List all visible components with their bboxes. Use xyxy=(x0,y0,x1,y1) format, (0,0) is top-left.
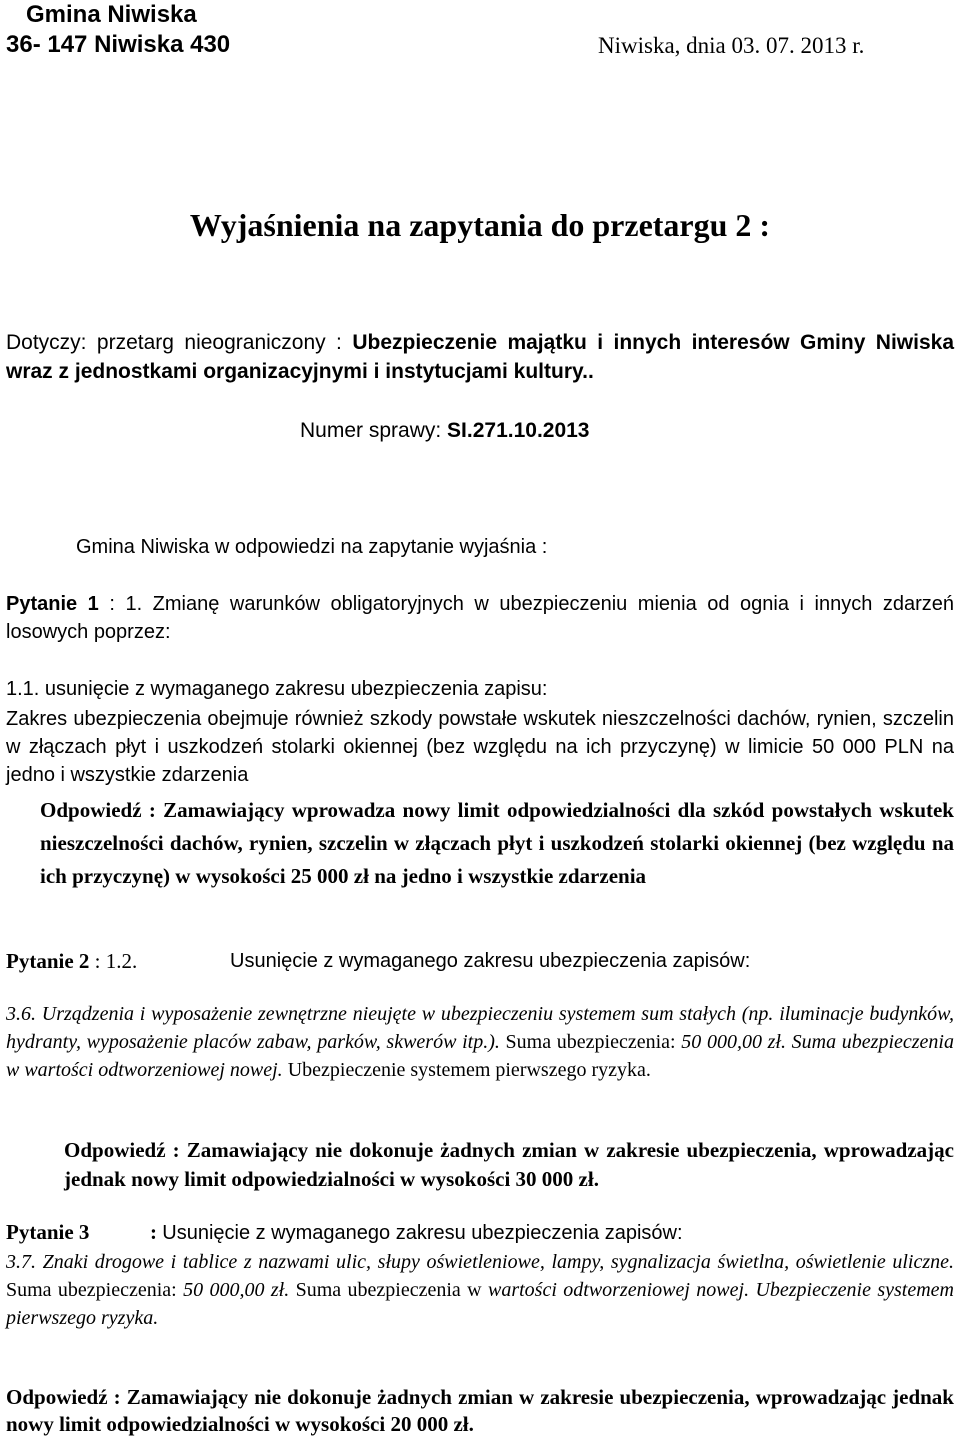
question-2-clause-end: Ubezpieczenie systemem pierwszego ryzyka. xyxy=(282,1059,651,1081)
subject-prefix: Dotyczy: przetarg nieograniczony : xyxy=(6,331,353,354)
answer-1-text: : Zamawiający wprowadza nowy limit odpowiedzialności dla szkód powstałych wskutek nieszczelności dachów, rynien, szczelin w złączach płyt i uszkodzeń stolarki okiennej (bez względu na ich przyczynę) w wysokości 25 000 zł na jedno i wszystkie zdarzenia xyxy=(40,798,954,888)
question-2-heading xyxy=(6,946,137,976)
case-number-label: Numer sprawy: xyxy=(300,419,448,442)
question-3-clause-end: wartości odtworzeniowej nowej. Ubezpieczenie systemem pierwszego ryzyka. xyxy=(6,1279,954,1329)
question-2-sep: : xyxy=(89,949,106,973)
question-2-sum-label: Suma ubezpieczenia: xyxy=(499,1031,682,1053)
question-2-label: Pytanie 2 xyxy=(6,949,90,973)
question-2-clause-text: Urządzenia i wyposażenie zewnętrzne nieujęte w ubezpieczeniu systemem sum stałych (np. iluminacje budynków, hydranty, wyposażenie placów zabaw, parków, skwerów itp.). xyxy=(6,1003,955,1053)
question-2-sum-value: 50 000,00 zł. xyxy=(681,1031,786,1053)
intro-text: Gmina Niwiska w odpowiedzi na zapytanie wyjaśnia : xyxy=(76,536,548,558)
subject-title: Ubezpieczenie majątku i innych interesów Gminy Niwiska wraz z jednostkami organizacyjnymi i instytucjami kultury.. xyxy=(6,331,955,383)
question-3-label: Pytanie 3 xyxy=(6,1220,90,1244)
question-2-number: 1.2. xyxy=(105,949,138,973)
question-3-sum-value: 50 000,00 zł. xyxy=(183,1279,290,1301)
question-3-sep: : xyxy=(150,1220,163,1244)
question-3-heading xyxy=(150,1218,683,1247)
case-number: SI.271.10.2013 xyxy=(447,419,590,442)
document-title: Wyjaśnienia na zapytania do przetargu 2 : xyxy=(189,207,771,243)
question-2-clause-number: 3.6. xyxy=(6,1003,42,1025)
sender-name: Gmina Niwiska xyxy=(26,1,197,28)
question-1-text: 1. Zmianę warunków obligatoryjnych w ubezpieczeniu mienia od ognia i innych zdarzeń losowych poprzez: xyxy=(6,593,955,643)
document-date: Niwiska, dnia 03. 07. 2013 r. xyxy=(598,33,865,58)
question-3-text: Usunięcie z wymaganego zakresu ubezpieczenia zapisów: xyxy=(162,1222,683,1244)
question-1-item-text: usunięcie z wymaganego zakresu ubezpieczenia zapisu: xyxy=(44,678,548,700)
question-1-sep: : xyxy=(98,593,126,615)
answer-1 xyxy=(40,794,954,893)
question-2-sum-rest: Suma ubezpieczenia w wartości odtworzeniowej nowej. xyxy=(6,1031,954,1081)
answer-3: Odpowiedź : Zamawiający nie dokonuje żadnych zmian w zakresie ubezpieczenia, wprowadzając jednak nowy limit odpowiedzialności w wysokości 20 000 zł. xyxy=(6,1385,954,1436)
question-3-sum-label: Suma ubezpieczenia: xyxy=(6,1279,184,1301)
question-3-clause xyxy=(6,1248,954,1332)
case-number-line xyxy=(300,416,590,445)
answer-2: Odpowiedź : Zamawiający nie dokonuje żadnych zmian w zakresie ubezpieczenia, wprowadzając jednak nowy limit odpowiedzialności w wysokości 30 000 zł. xyxy=(64,1138,954,1191)
sender-address: 36- 147 Niwiska 430 xyxy=(6,31,231,58)
question-3-sum-rest: Suma ubezpieczenia w xyxy=(289,1279,488,1301)
question-1-clause: Zakres ubezpieczenia obejmuje również szkody powstałe wskutek nieszczelności dachów, rynien, szczelin w złączach płyt i uszkodzeń stolarki okiennej (bez względu na ich przyczynę) w limicie 50 000 PLN na jedno i wszystkie zdarzenia xyxy=(6,708,954,786)
question-1-item-number: 1.1. xyxy=(6,678,45,700)
question-2-clause xyxy=(6,1000,954,1084)
subject-paragraph xyxy=(6,328,954,386)
question-3-clause-text: Znaki drogowe i tablice z nazwami ulic, słupy oświetleniowe, lampy, sygnalizacja świetlna, oświetlenie uliczne. xyxy=(42,1251,954,1273)
question-1-label: Pytanie 1 xyxy=(6,593,99,615)
answer-1-label: Odpowiedź xyxy=(40,798,142,822)
question-2-text: Usunięcie z wymaganego zakresu ubezpieczenia zapisów: xyxy=(230,950,751,972)
question-3-clause-number: 3.7. xyxy=(6,1251,43,1273)
question-1 xyxy=(6,590,954,646)
question-1-item xyxy=(6,675,547,703)
